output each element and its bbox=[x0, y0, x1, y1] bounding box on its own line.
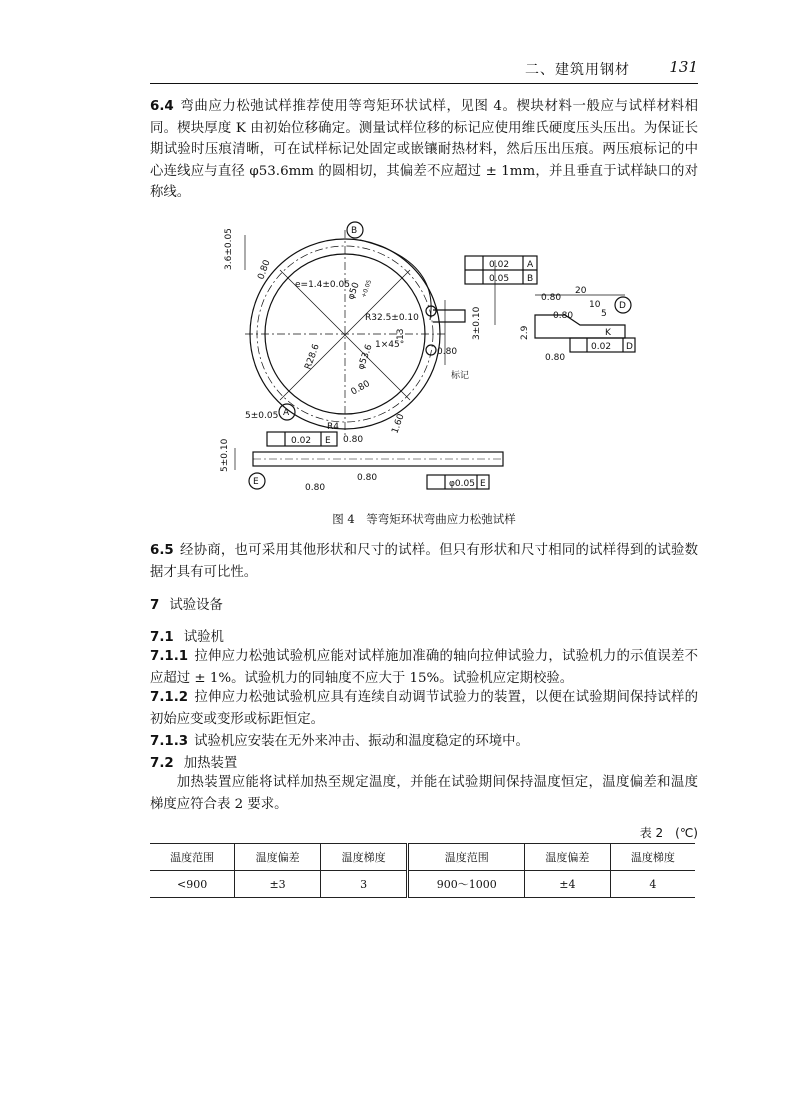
table-cell: <900 bbox=[150, 871, 235, 898]
dim-5-thickness: 5±0.10 bbox=[220, 438, 230, 472]
table-header-cell: 温度范围 bbox=[150, 844, 235, 871]
roughness-0-80-b: 0.80 bbox=[349, 378, 372, 398]
tolerance-3-datum: D bbox=[626, 342, 633, 352]
section-7-heading: 7 试验设备 bbox=[150, 598, 223, 613]
clause-text: 试验机应安装在无外来冲击、振动和温度稳定的环境中。 bbox=[194, 734, 529, 749]
table-cell: ±3 bbox=[235, 871, 321, 898]
datum-b-label: B bbox=[351, 226, 358, 236]
roughness-0-80-a: 0.80 bbox=[256, 258, 273, 282]
tolerance-2-value: 0.05 bbox=[489, 274, 510, 284]
figure-caption: 图 4 等弯矩环状弯曲应力松弛试样 bbox=[332, 512, 516, 526]
roughness-1-60: 1.60 bbox=[390, 412, 407, 436]
dim-e-offset: e=1.4±0.05 bbox=[295, 280, 350, 290]
dim-2-9: 2.9 bbox=[520, 325, 530, 340]
table-header-cell: 温度梯度 bbox=[320, 844, 407, 871]
tolerance-4-value: 0.02 bbox=[291, 436, 312, 446]
table-row bbox=[150, 871, 695, 898]
paragraph-6-4 bbox=[150, 96, 698, 204]
roughness-0-80-e: 0.80 bbox=[541, 293, 562, 303]
clause-number: 7.1.3 bbox=[150, 734, 189, 749]
dim-5-detail: 5 bbox=[601, 309, 607, 319]
tolerance-1-value: 0.02 bbox=[489, 260, 510, 270]
page-header bbox=[150, 55, 698, 84]
table-header-cell: 温度偏差 bbox=[525, 844, 611, 871]
clause-number: 7.1.1 bbox=[150, 649, 189, 664]
roughness-0-80-i: 0.80 bbox=[357, 473, 378, 483]
dim-r28-6: R28.6 bbox=[303, 342, 322, 372]
clause-text: 弯曲应力松弛试样推荐使用等弯矩环状试样，见图 4。楔块材料一般应与试样材料相同。楔块厚度 K 由初始位移确定。测量试样位移的标记应使用维氏硬度压头压出。为保证长期试验时压痕清晰，可在试样标记处固定或嵌镶耐热材料，然后压出压痕。两压痕标记的中心连线应与直径 φ53.6mm 的圆相切，其偏差不应超过 ± 1mm，并且垂直于试样缺口的对称线。 bbox=[150, 99, 698, 200]
paragraph-7-1-1 bbox=[150, 646, 698, 689]
table-2-temperature bbox=[150, 843, 695, 898]
table-cell: 900～1000 bbox=[408, 871, 525, 898]
dim-3-6: 3.6±0.05 bbox=[224, 228, 234, 270]
dim-phi53-6: φ53.6 bbox=[356, 343, 375, 372]
table-header-row bbox=[150, 844, 695, 871]
clause-text: 加热装置应能将试样加热至规定温度，并能在试验期间保持温度恒定，温度偏差和温度梯度应符合表 2 要求。 bbox=[150, 775, 698, 812]
dim-phi50-tol: +0.05 bbox=[360, 279, 374, 299]
dim-chamfer: 1×45° bbox=[375, 340, 405, 350]
detail-notch-profile bbox=[535, 315, 625, 338]
paragraph-7-2 bbox=[150, 772, 698, 815]
section-title: 二、建筑用钢材 bbox=[525, 62, 630, 78]
table-caption: 表 2 (℃) bbox=[639, 826, 698, 840]
figure-4-ring-specimen-drawing bbox=[205, 220, 655, 500]
roughness-0-80-d: 0.80 bbox=[437, 347, 458, 357]
dim-phi50: φ50 bbox=[346, 281, 362, 302]
dim-5: 5±0.05 bbox=[245, 411, 279, 421]
tolerance-5-datum: E bbox=[480, 479, 486, 489]
dim-r32-5: R32.5±0.10 bbox=[365, 313, 419, 323]
dim-13: 13 bbox=[396, 328, 406, 340]
datum-d-label: D bbox=[619, 301, 626, 311]
section-7-2-heading: 7.2 加热装置 bbox=[150, 756, 238, 771]
roughness-0-80-c: 0.80 bbox=[343, 435, 364, 445]
table-header-cell: 温度梯度 bbox=[610, 844, 695, 871]
tolerance-1-datum: A bbox=[527, 260, 534, 270]
paragraph-7-1-2 bbox=[150, 687, 698, 730]
table-cell: 4 bbox=[610, 871, 695, 898]
roughness-0-80-g: 0.80 bbox=[545, 353, 566, 363]
section-7-1-heading: 7.1 试验机 bbox=[150, 630, 224, 645]
datum-e-label: E bbox=[253, 477, 259, 487]
paragraph-7-1-3 bbox=[150, 731, 698, 753]
page-number: 131 bbox=[669, 58, 698, 76]
clause-number: 6.4 bbox=[150, 99, 174, 114]
clause-text: 拉伸应力松弛试验机应能对试样施加准确的轴向拉伸试验力，试验机力的示值误差不应超过 ± 1%。试验机力的同轴度不应大于 15%。试验机应定期校验。 bbox=[150, 649, 698, 686]
dim-r4: R4 bbox=[327, 422, 339, 432]
dim-k: K bbox=[605, 328, 611, 338]
paragraph-6-5 bbox=[150, 540, 698, 583]
tolerance-5-value: φ0.05 bbox=[449, 479, 475, 489]
roughness-0-80-h: 0.80 bbox=[305, 483, 326, 493]
datum-a-label: A bbox=[283, 408, 290, 418]
clause-number: 7.1.2 bbox=[150, 690, 189, 705]
tolerance-4-datum: E bbox=[325, 436, 331, 446]
mark-label: 标记 bbox=[451, 371, 470, 381]
table-header-cell: 温度范围 bbox=[408, 844, 525, 871]
clause-text: 经协商，也可采用其他形状和尺寸的试样。但只有形状和尺寸相同的试样得到的试验数据才具有可比性。 bbox=[150, 543, 698, 580]
tolerance-3-value: 0.02 bbox=[591, 342, 612, 352]
clause-text: 拉伸应力松弛试验机应具有连续自动调节试验力的装置，以便在试验期间保持试样的初始应变或变形或标距恒定。 bbox=[150, 690, 698, 727]
dim-10: 10 bbox=[589, 300, 601, 310]
dim-3: 3±0.10 bbox=[472, 306, 482, 340]
table-header-cell: 温度偏差 bbox=[235, 844, 321, 871]
tolerance-2-datum: B bbox=[527, 274, 534, 284]
clause-number: 6.5 bbox=[150, 543, 174, 558]
table-cell: 3 bbox=[320, 871, 407, 898]
dim-20: 20 bbox=[575, 286, 587, 296]
roughness-0-80-f: 0.80 bbox=[553, 311, 574, 321]
table-cell: ±4 bbox=[525, 871, 611, 898]
